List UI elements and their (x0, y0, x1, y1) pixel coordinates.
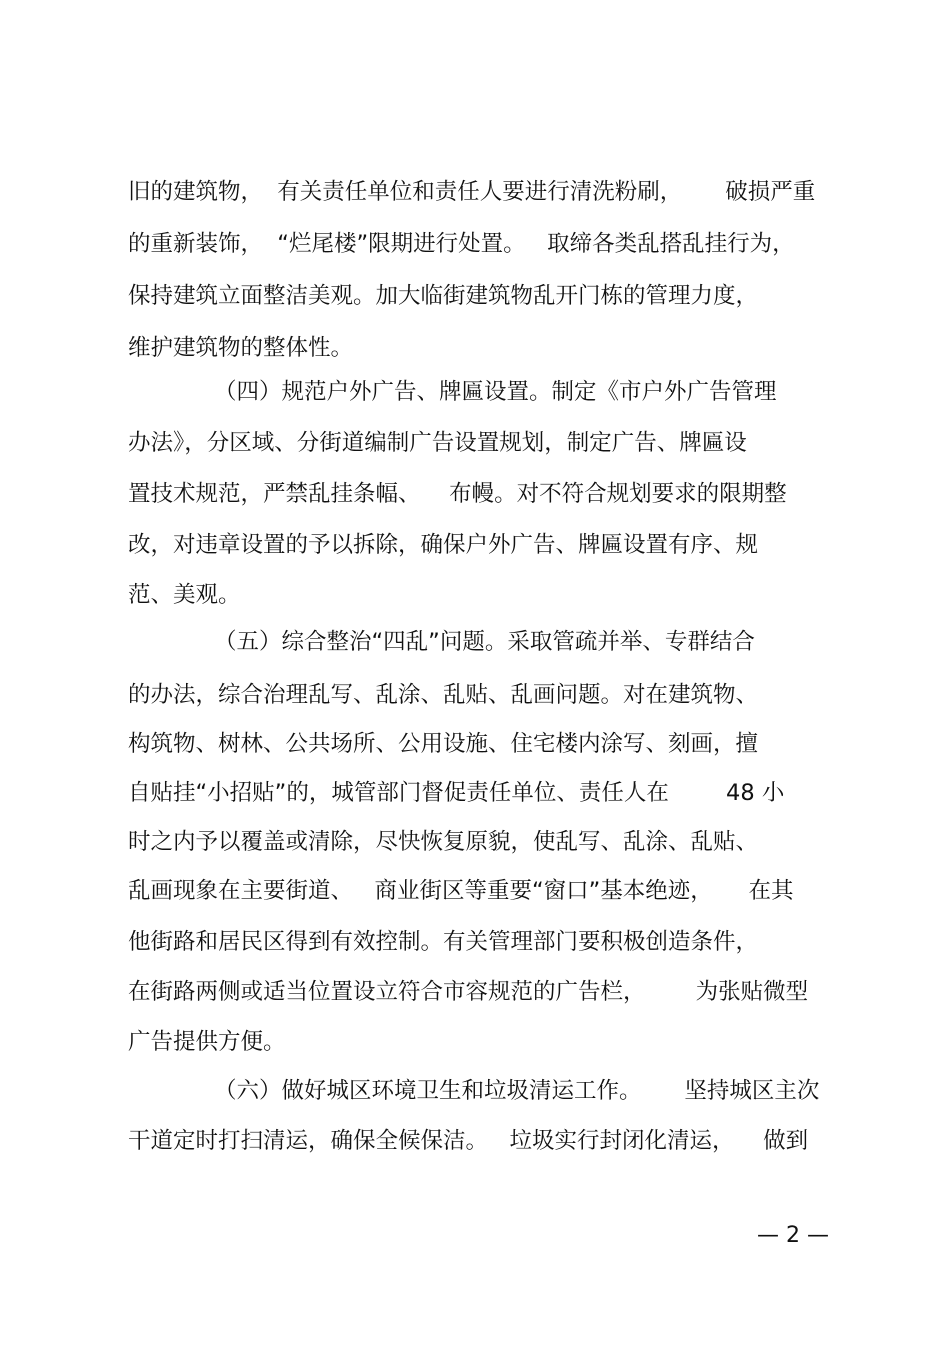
text-line: 构筑物、树林、公共场所、公用设施、住宅楼内涂写、刻画，擅 (128, 731, 759, 757)
paragraph-heading-line: （六）做好城区环境卫生和垃圾清运工作。 坚持城区主次 (214, 1078, 820, 1104)
text-line: 办法》，分区域、分街道编制广告设置规划，制定广告、牌匾设 (128, 430, 747, 456)
text-line: 他街路和居民区得到有效控制。有关管理部门要积极创造条件， (128, 929, 759, 955)
text-line: 在街路两侧或适当位置设立符合市容规范的广告栏， 为张贴微型 (128, 979, 809, 1005)
text-line: 干道定时打扫清运，确保全候保洁。 垃圾实行封闭化清运， 做到 (128, 1128, 809, 1154)
text-line: 自贴挂“小招贴”的，城管部门督促责任单位、责任人在 48 小 (128, 780, 785, 806)
text-line: 旧的建筑物， 有关责任单位和责任人要进行清洗粉刷， 破损严重 (128, 179, 816, 205)
text-line: 广告提供方便。 (128, 1029, 286, 1055)
text-line: 保持建筑立面整洁美观。加大临街建筑物乱开门栋的管理力度， (128, 283, 759, 309)
text-line: 的重新装饰， “烂尾楼”限期进行处置。 取缔各类乱搭乱挂行为， (128, 231, 795, 257)
text-line: 改，对违章设置的予以拆除，确保户外广告、牌匾设置有序、规 (128, 532, 759, 558)
text-line: 维护建筑物的整体性。 (128, 335, 354, 361)
text-line: 乱画现象在主要街道、 商业街区等重要“窗口”基本绝迹， 在其 (128, 878, 794, 904)
text-line: 置技术规范，严禁乱挂条幅、 布幔。对不符合规划要求的限期整 (128, 481, 787, 507)
text-line: 时之内予以覆盖或清除，尽快恢复原貌，使乱写、乱涂、乱贴、 (128, 829, 759, 855)
text-line: 范、美观。 (128, 582, 241, 608)
text-line: 的办法，综合治理乱写、乱涂、乱贴、乱画问题。对在建筑物、 (128, 682, 759, 708)
paragraph-heading-line: （五）综合整治“四乱”问题。采取管疏并举、专群结合 (214, 629, 755, 655)
page-number: — 2 — (757, 1223, 829, 1248)
paragraph-heading-line: （四）规范户外广告、牌匾设置。制定《市户外广告管理 (214, 379, 777, 405)
